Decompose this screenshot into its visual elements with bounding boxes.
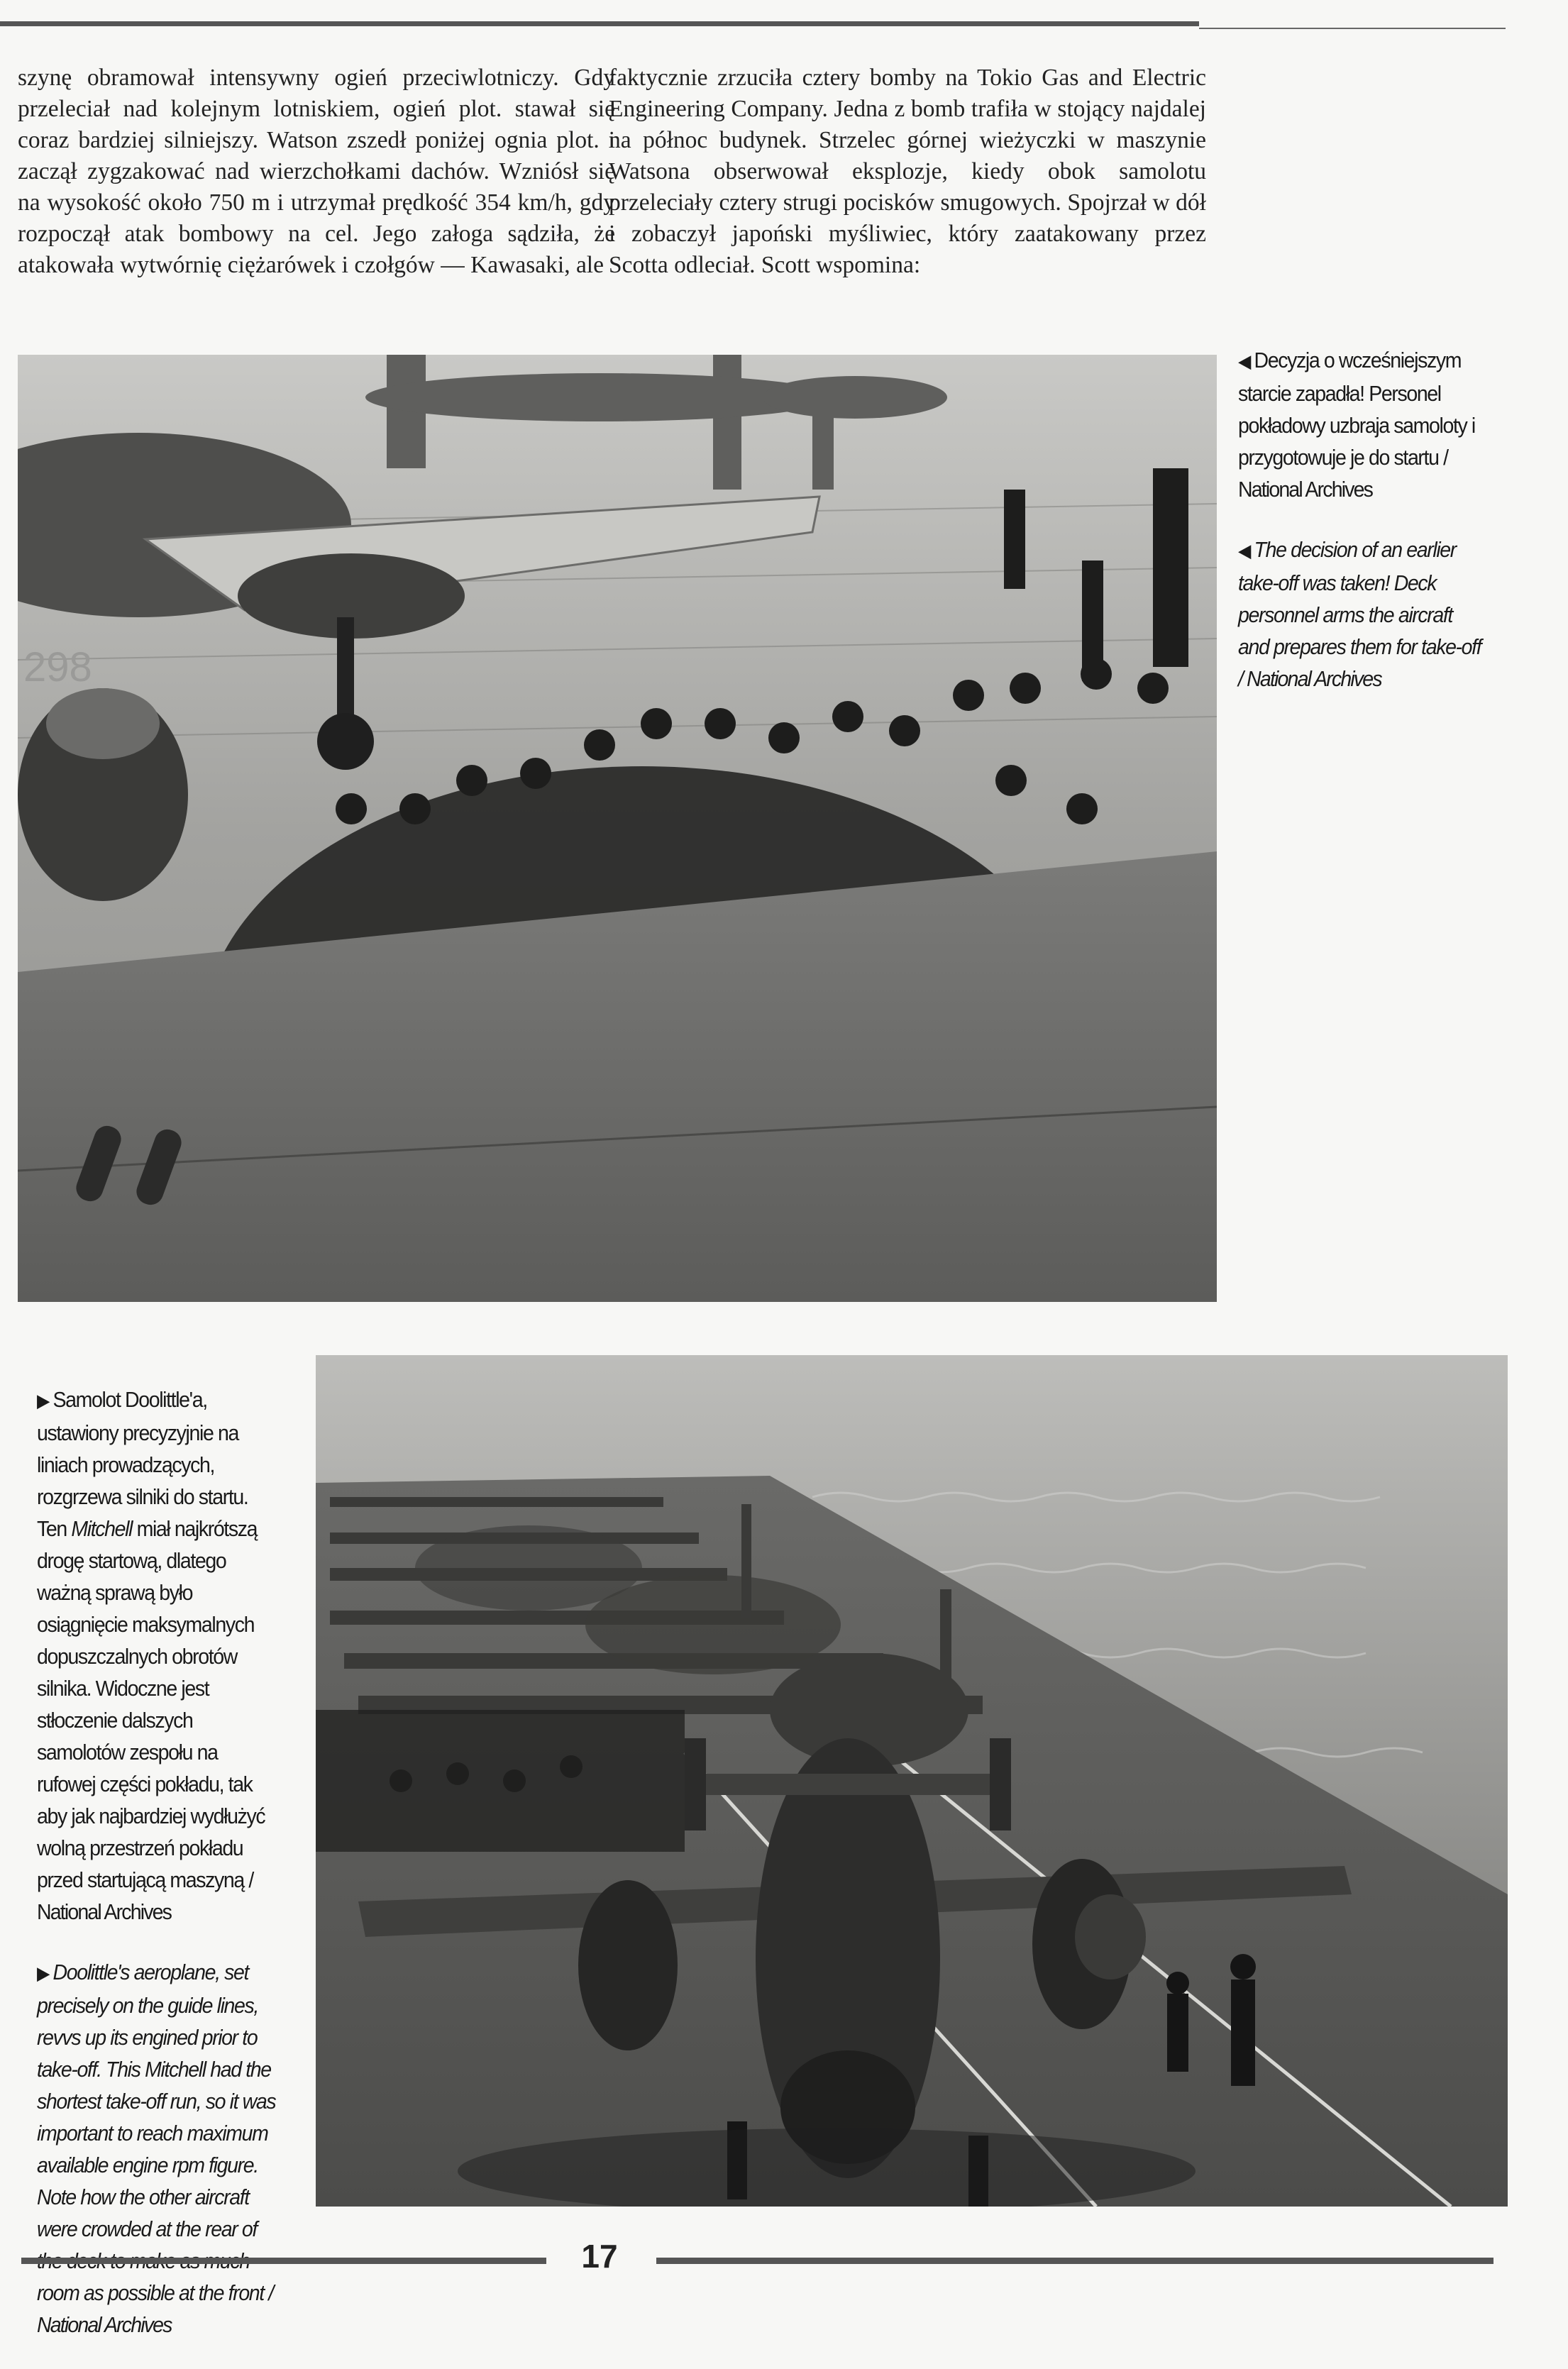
caption-top-pl: ◀ Decyzja o wcześniejszym starcie zapadła! Personel pokładowy uzbraja samoloty i przygotowuje je do startu / National Archives xyxy=(1238,348,1475,502)
aircraft-marking: 298 xyxy=(23,644,92,690)
header-rule-thin xyxy=(1199,28,1506,29)
header-rule-thick xyxy=(0,21,1199,26)
paragraph-right: faktycznie zrzuciła cztery bomby na Tokio Gas and Electric Engineering Company. Jedna z bomb trafiła w stojący najdalej na północ budynek. Strzelec górnej wieżyczki w maszynie Watsona obserwował eksplozje, kiedy obok samolotu przeleciały cztery strugi pocisków smugowych. Spojrzał w dół i zobaczył japoński myśliwiec, który zaatakowany przez Scotta odleciał. Scott wspomina: xyxy=(609,65,1206,278)
page-number: 17 xyxy=(581,2238,618,2275)
photo-doolittle-takeoff xyxy=(316,1355,1508,2207)
text-column-left xyxy=(18,62,615,281)
caption-top-en: ◀ The decision of an earlier take-off was taken! Deck personnel arms the aircraft and prepares them for take-off / National Archives xyxy=(1238,537,1481,691)
caption-arrow-left-icon: ◀ xyxy=(1238,350,1251,372)
caption-arrow-right-icon: ▶ xyxy=(37,1390,50,1411)
caption-bottom-en: ▶ Doolittle's aeroplane, set precisely on the guide lines, revvs up its engined prior to take-off. This Mitchell had the shortest take-off run, so it was important to reach maximum available engine rpm figure. Note how the other aircraft were crowded at the rear of room as possible at the front / National Archives xyxy=(37,1960,276,2337)
footer-rule-left xyxy=(21,2258,546,2264)
caption-bottom-pl: ▶ Samolot Doolittle'a, ustawiony precyzyjnie na liniach prowadzących, rozgrzewa silniki do startu. Ten Mitchell miał najkrótszą drogę startową, dlatego ważną sprawą było osiągnięcie maksymalnych dopuszczalnych obrotów silnika. Widoczne jest stłoczenie dalszych samolotów zespołu na rufowej części pokładu, tak aby jak najbardziej wydłużyć wolną przestrzeń pokładu przed startującą maszyną / National Archives xyxy=(37,1387,265,1924)
caption-bottom xyxy=(37,1384,278,2369)
photo-doolittle-takeoff-image xyxy=(316,1355,1508,2207)
caption-arrow-left-icon: ◀ xyxy=(1238,540,1251,561)
text-column-right xyxy=(609,62,1206,281)
photo-deck-crew xyxy=(18,355,1217,1302)
paragraph-left: szynę obramował intensywny ogień przeciwlotniczy. Gdy przeleciał nad kolejnym lotniskiem, ogień plot. stawał się coraz bardziej silniejszy. Watson zszedł poniżej ognia plot. i zaczął zygzakować nad wierzchołkami dachów. Wzniósł się na wysokość około 750 m i utrzymał prędkość 354 km/h, gdy rozpoczął atak bombowy na cel. Jego załoga sądziła, że atakowała wytwórnię ciężarówek i czołgów — Kawasaki, ale xyxy=(18,65,615,278)
footer-rule-right xyxy=(656,2258,1494,2264)
photo-deck-crew-image xyxy=(18,355,1217,1302)
caption-top xyxy=(1238,344,1486,723)
caption-arrow-right-icon: ▶ xyxy=(37,1962,50,1984)
